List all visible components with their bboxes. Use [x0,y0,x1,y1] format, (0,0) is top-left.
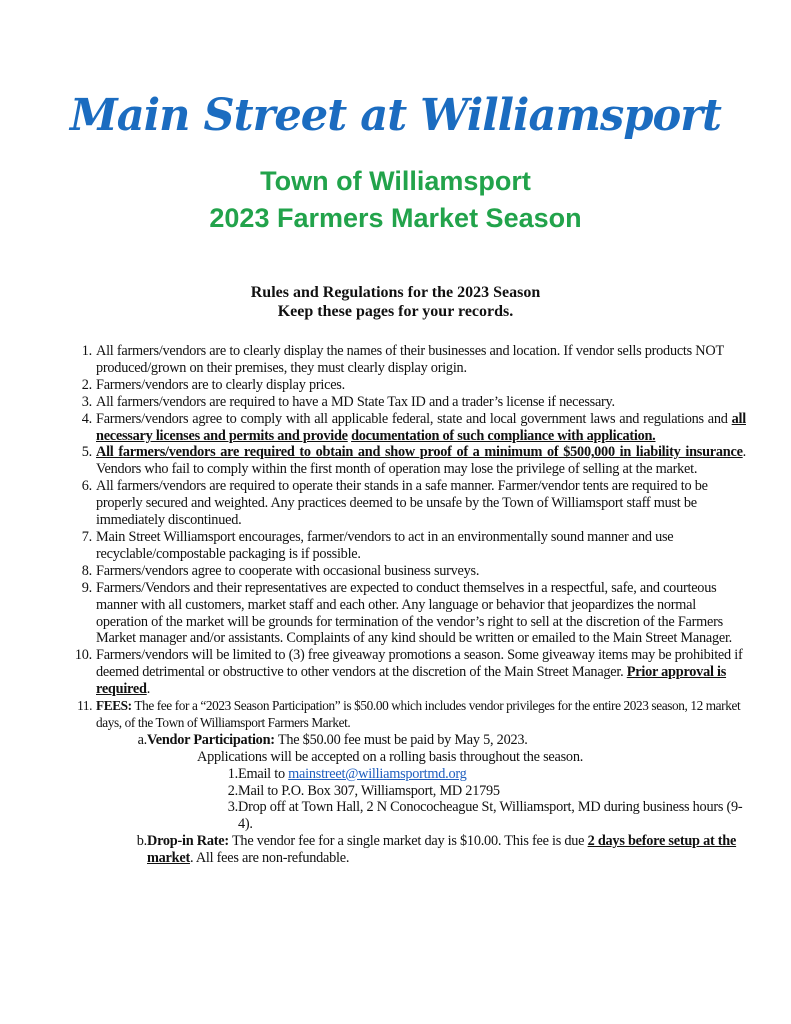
main-street-banner: Main Street at Williamsport [70,90,721,141]
email-link[interactable]: mainstreet@williamsportmd.org [288,765,467,782]
fee-title: Vendor Participation: [147,731,275,748]
method-text: Email to [238,765,289,782]
rules-heading: Rules and Regulations for the 2023 Season [250,284,541,301]
emphasized-text: Prior approval is required [96,664,727,698]
list-marker: 3. [81,393,92,410]
fee-title: Drop-in Rate: [147,833,229,850]
submission-method [227,782,746,800]
fee-item-vendor-participation [137,731,746,749]
subtitle-town: Town of Williamsport [260,166,531,196]
rule-item [81,579,746,648]
rule-text: All farmers/vendors are to clearly display the names of their businesses and location. If vendor sells products NOT produced/grown on their premises, they must clearly display origin. [96,343,724,376]
fee-text: The $50.00 fee must be paid by May 5, 2023. [274,731,528,748]
rule-item [81,562,746,580]
list-marker: 1. [81,343,92,359]
fee-text: The vendor fee for a single market day is $10.00. This fee is due [228,833,588,850]
rule-item [81,444,746,478]
method-text: Drop off at Town Hall, 2 N Conococheague St, Williamsport, MD during business hours (9-4). [238,799,743,833]
method-text: Mail to P.O. Box 307, Williamsport, MD 21795 [238,782,500,799]
emphasized-text: FEES: [96,698,132,714]
rule-item [81,528,746,563]
list-marker: 11. [77,698,92,714]
records-heading: Keep these pages for your records. [277,303,514,320]
list-marker: b. [136,833,147,850]
rule-item [81,478,746,529]
list-marker: a. [137,731,147,748]
fee-text: . All fees are non-refundable. [189,850,350,867]
rule-item [81,410,746,445]
subtitle-season: 2023 Farmers Market Season [209,203,582,233]
list-marker: 8. [81,562,92,579]
emphasized-text: documentation of such compliance with application. [351,427,656,444]
list-marker: 9. [81,579,92,596]
rule-item [81,376,746,394]
rule-text: All farmers/vendors are required to operate their stands in a safe manner. Farmer/vendor tents are required to be properly secured and weighted. Any practices deemed to be unsafe by the Town of Williamsport staff must be immediately discontinued. [96,478,708,529]
applications-note: Applications will be accepted on a rolling basis throughout the season. [197,748,584,765]
rule-text: Farmers/vendors will be limited to (3) free giveaway promotions a season. Some giveaway items may be prohibited if deemed detrimental or obstructive to other vendors at the discretion of the Main Street Manager. [96,647,743,681]
rule-text: All farmers/vendors are required to have a MD State Tax ID and a trader’s license if necessary. [96,393,615,410]
rules-list [74,343,746,867]
rule-text: Farmers/vendors are to clearly display prices. [96,376,345,393]
rule-text: Farmers/vendors agree to comply with all applicable federal, state and local government laws and regulations and [96,410,732,427]
rule-text: Main Street Williamsport encourages, farmer/vendors to act in an environmentally sound manner and use recyclable/compostable packaging is if possible. [96,528,674,562]
list-marker: 10. [74,647,92,664]
emphasized-text: all necessary licenses and permits and provide [96,410,746,444]
fee-item-drop-in-rate [136,833,746,867]
rule-text: Farmers/Vendors and their representatives are expected to conduct themselves in a respectful, safe, and courteous manner with all customers, market staff and each other. Any language or behavior that jeopardizes the normal operation of the market will be grounds for termination of the vendor’s right to sell at the discretion of the Farmers Market manager and/or assistants. Complaints of any kind should be written or emailed to the Main Street Manager. [96,579,733,647]
list-marker: 3. [227,799,238,816]
list-marker: 2. [227,782,238,799]
fee-deadline: 2 days before setup at the market [147,833,737,867]
rule-text: . Vendors who fail to comply within the first month of operation may lose the privilege of selling at the market. [96,444,746,478]
list-marker: 4. [81,410,92,427]
list-marker: 2. [81,376,92,393]
rule-item [77,698,746,732]
list-marker: 7. [81,528,92,545]
rule-item [81,393,746,411]
list-marker: 6. [81,478,92,495]
list-marker: 1. [227,765,238,782]
submission-method [227,765,746,783]
rule-item [74,647,746,698]
submission-method [227,799,746,833]
rule-text: The fee for a “2023 Season Participation” is $50.00 which includes vendor privileges for the entire 2023 season, 12 market days, of the Town of Williamsport Farmers Market. [96,698,741,730]
rule-text: . [146,681,151,698]
list-marker: 5. [81,444,92,461]
emphasized-text: All farmers/vendors are required to obtain and show proof of a minimum of $500,000 in liability insurance [96,444,743,461]
rule-text: Farmers/vendors agree to cooperate with occasional business surveys. [96,562,480,579]
rule-item [81,343,746,377]
